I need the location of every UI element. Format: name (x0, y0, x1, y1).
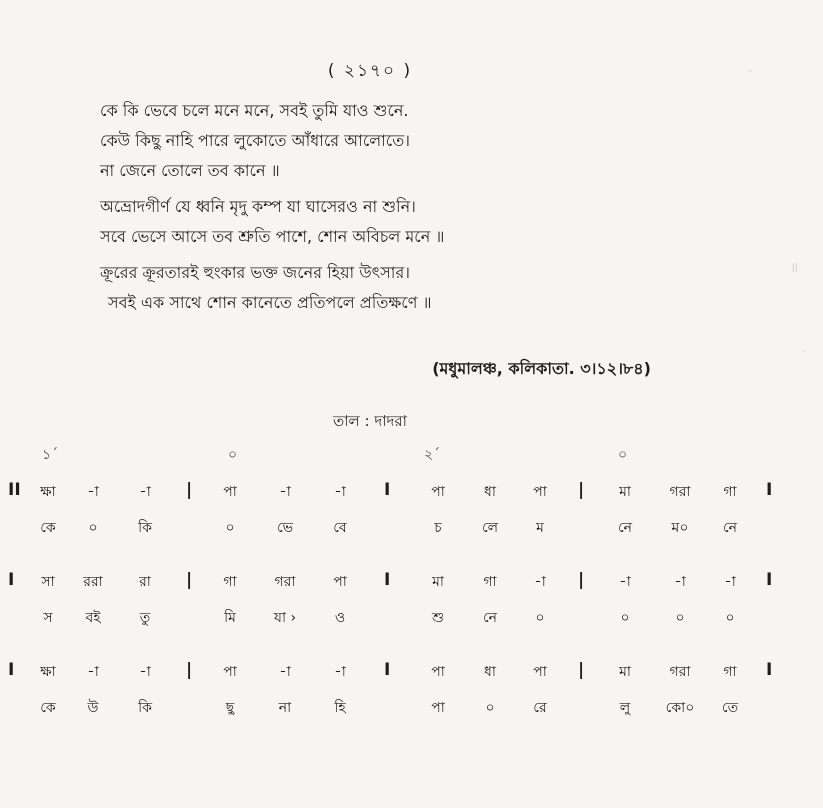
lyric-syllable: ম০ (671, 520, 689, 536)
barline: | (578, 660, 585, 680)
barline: I (384, 570, 391, 590)
swara-note: পা (431, 664, 445, 680)
swara-note: রা (139, 574, 151, 590)
lyric-syllable: কো০ (665, 700, 695, 716)
swara-note: গরা (669, 664, 691, 680)
swara-row (0, 480, 823, 502)
lyric-syllable: বে (333, 520, 347, 536)
lyric-syllable: বই (85, 610, 101, 626)
lyric-syllable: ০ (675, 610, 685, 626)
lyric-syllable: ও (334, 610, 346, 626)
barline: | (186, 660, 193, 680)
barline: I (766, 570, 773, 590)
swara-note: -া (724, 574, 736, 590)
tala-marker-4: ০ (618, 447, 628, 463)
lyric-syllable: কে (40, 700, 56, 716)
lyric-syllable: ০ (485, 700, 495, 716)
lyric-syllable: না (278, 700, 292, 716)
swara-note: -া (334, 484, 346, 500)
lyric-line-2: কেউ কিছু নাহি পারে লুকোতে আঁধারে আলোতে। (100, 131, 410, 150)
barline: | (186, 480, 193, 500)
lyric-syllable: ০ (225, 520, 235, 536)
swara-note: -া (139, 484, 151, 500)
swara-note: গা (483, 574, 497, 590)
swara-note: -া (334, 664, 346, 680)
swara-note: গা (723, 484, 737, 500)
swara-note: ররা (83, 574, 103, 590)
swara-note: -া (279, 664, 291, 680)
lyric-syllable: ০ (725, 610, 735, 626)
lyric-syllable: তে (721, 700, 739, 716)
lyric-syllable: ০ (88, 520, 98, 536)
lyric-syllable: ভে (276, 520, 294, 536)
swara-note: পা (431, 484, 445, 500)
lyric-syllable: লু (619, 700, 631, 716)
swara-row (0, 660, 823, 682)
lyric-syllable: ০ (620, 610, 630, 626)
lyric-line-1: কে কি ভেবে চলে মনে মনে, সবই তুমি যাও শুনে. (100, 101, 409, 120)
start-barline: II (8, 480, 21, 500)
swara-note: পা (533, 484, 547, 500)
lyric-syllable-row (0, 606, 823, 628)
swara-row (0, 570, 823, 592)
swara-note: -া (87, 484, 99, 500)
lyric-syllable: ম (536, 520, 544, 536)
barline: I (384, 660, 391, 680)
swara-note: -া (674, 574, 686, 590)
source-citation: (মধুমালঞ্চ, কলিকাতা. ৩।১২।৮৪) (432, 359, 651, 378)
barline: | (578, 570, 585, 590)
lyric-syllable: উ (87, 700, 99, 716)
barline: I (384, 480, 391, 500)
notation-grid (0, 480, 823, 750)
lyric-syllable: রে (533, 700, 547, 716)
lyric-syllable: নে (617, 520, 633, 536)
swara-note: পা (223, 484, 237, 500)
lyric-syllable: তু (139, 610, 151, 626)
lyric-syllable: লে (481, 520, 499, 536)
song-number: ( ২১৭০ ) (327, 61, 413, 81)
lyric-line-6: ক্রূরের ক্রূরতারই হুংকার ভক্ত জনের হিয়া উৎসার। (100, 263, 410, 282)
start-barline: I (8, 660, 15, 680)
lyric-syllable: নে (722, 520, 738, 536)
lyric-syllable: ছু (225, 700, 235, 716)
lyric-line-4: অভ্রোদগীর্ণ যে ধ্বনি মৃদু কম্প যা ঘাসেরও না শুনি। (100, 197, 416, 216)
lyric-syllable: পা (431, 700, 445, 716)
lyric-syllable: শু (431, 610, 445, 626)
notation-block (0, 570, 823, 660)
swara-note: মা (432, 574, 444, 590)
swara-note: ক্ষা (40, 484, 56, 500)
barline: | (578, 480, 585, 500)
swara-note: গা (723, 664, 737, 680)
lyric-syllable: স (43, 610, 53, 626)
tala-marker-1: ১´ (42, 447, 59, 463)
lyric-syllable: চ (434, 520, 442, 536)
swara-note: -া (619, 574, 631, 590)
swara-note: মা (619, 484, 631, 500)
lyric-syllable: যা › (273, 610, 297, 626)
lyric-line-7: সবই এক সাথে শোন কানেতে প্রতিপলে প্রতিক্ষণে ॥ (108, 293, 432, 312)
swara-note: পা (223, 664, 237, 680)
lyric-syllable: মি (224, 610, 236, 626)
tala-heading: তাল : দাদরা (332, 412, 408, 430)
lyric-syllable: কি (138, 700, 152, 716)
lyrics-block (100, 96, 700, 318)
lyric-line-3: না জেনে তোলে তব কানে ॥ (100, 161, 280, 180)
tala-marker-3: ২´ (424, 447, 441, 463)
tala-marker-2: ০ (228, 447, 238, 463)
lyric-syllable-row (0, 696, 823, 718)
swara-note: সা (41, 574, 55, 590)
lyric-line-5: সবে ভেসে আসে তব শ্রুতি পাশে, শোন অবিচল মনে ॥ (100, 227, 445, 246)
barline: | (186, 570, 193, 590)
lyric-syllable: ০ (535, 610, 545, 626)
bleed-mark: · (748, 64, 753, 80)
lyric-syllable: কে (40, 520, 56, 536)
swara-note: ধা (484, 664, 496, 680)
swara-note: ক্ষা (40, 664, 56, 680)
lyric-syllable: কি (138, 520, 152, 536)
bleed-mark: ॥ (790, 260, 799, 276)
start-barline: I (8, 570, 15, 590)
tala-markers (0, 443, 823, 463)
swara-note: গরা (274, 574, 296, 590)
notation-block (0, 660, 823, 750)
swara-note: গরা (669, 484, 691, 500)
lyric-syllable: হি (334, 700, 346, 716)
lyric-syllable: নে (482, 610, 498, 626)
notation-block (0, 480, 823, 570)
swara-note: পা (333, 574, 347, 590)
swara-note: মা (619, 664, 631, 680)
swara-note: পা (533, 664, 547, 680)
swara-note: -া (139, 664, 151, 680)
bleed-mark: · (802, 344, 807, 360)
swara-note: গা (223, 574, 237, 590)
barline: I (766, 660, 773, 680)
swara-note: ধা (484, 484, 496, 500)
swara-note: -া (279, 484, 291, 500)
lyric-syllable-row (0, 516, 823, 538)
swara-note: -া (87, 664, 99, 680)
swara-note: -া (534, 574, 546, 590)
barline: I (766, 480, 773, 500)
